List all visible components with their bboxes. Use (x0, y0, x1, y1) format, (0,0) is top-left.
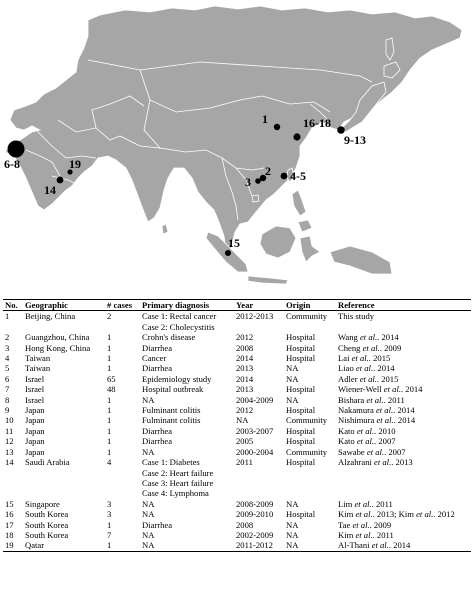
cell-geographic (23, 478, 105, 488)
reference-year: . 2009 (369, 519, 392, 530)
table-row (3, 374, 471, 384)
cell-no: 16 (5, 509, 14, 520)
reference-etal: et al. (351, 353, 369, 364)
cell-year: 2008 (236, 342, 254, 353)
reference-year: . 2011 (371, 498, 393, 509)
cell-diagnosis: Fulminant colitis (142, 415, 201, 426)
cell-cases: 3 (107, 498, 112, 509)
cell-no: 18 (5, 529, 14, 540)
cell-diagnosis: Cancer (142, 353, 167, 364)
cell-diagnosis: Diarrhea (142, 425, 173, 436)
cell-reference (336, 353, 471, 363)
cell-origin: Hospital (286, 436, 316, 447)
cell-cases: 1 (107, 519, 112, 530)
cell-no (3, 478, 23, 488)
cell-reference (336, 436, 471, 446)
reference-year: . 2011 (372, 529, 394, 540)
cell-year: 2009-2010 (236, 509, 274, 520)
cell-no: 17 (5, 519, 14, 530)
cell-origin (284, 488, 336, 498)
marker-dot-3 (255, 178, 261, 184)
marker-label-16-18: 16-18 (303, 116, 331, 130)
cell-year: 2000-2004 (236, 446, 274, 457)
table-row (3, 447, 471, 457)
cell-geographic: South Korea (25, 509, 69, 520)
reference-year: . 2014 (388, 540, 411, 551)
cell-cases: 1 (107, 363, 112, 374)
cell-origin: NA (286, 519, 299, 530)
cell-year: NA (236, 415, 249, 426)
cell-origin: Hospital (286, 457, 316, 468)
cell-diagnosis: NA (142, 509, 155, 520)
cell-geographic: Israel (25, 384, 45, 395)
marker-label-2: 2 (265, 164, 271, 178)
table-row (3, 322, 471, 332)
cell-reference (336, 488, 471, 498)
cell-no: 9 (5, 405, 10, 416)
cell-reference (336, 384, 471, 394)
cell-reference (336, 426, 471, 436)
cell-no: 14 (5, 457, 14, 468)
table-row (3, 415, 471, 425)
reference-etal: et al. (356, 436, 375, 447)
cell-geographic: Saudi Arabia (25, 457, 70, 468)
marker-label-3: 3 (245, 175, 251, 189)
marker-label-4-5: 4-5 (290, 169, 306, 183)
cell-cases (105, 468, 140, 478)
reference-author: Kato (338, 425, 357, 436)
cell-diagnosis: NA (142, 446, 155, 457)
marker-label-15: 15 (228, 236, 240, 250)
cell-cases: 1 (107, 353, 112, 364)
table-row (3, 540, 471, 551)
cell-no: 19 (3, 540, 23, 551)
cell-reference (336, 343, 471, 353)
cell-no (3, 468, 23, 478)
cell-reference (336, 415, 471, 425)
reference-etal: et al. (356, 425, 375, 436)
cell-year: 2008-2009 (236, 498, 274, 509)
reference-author: Liao (338, 363, 356, 374)
reference-year: . 2014 (400, 384, 423, 395)
cell-year: 2014 (236, 353, 254, 364)
reference-year: . 2012 (433, 509, 455, 520)
marker-dot-4-5 (281, 173, 288, 180)
reference-year: . 2014 (393, 415, 416, 426)
reference-year: . 2009 (379, 342, 402, 353)
marker-dot-1 (274, 124, 280, 130)
cell-reference (336, 478, 471, 488)
cell-year: 2012-2013 (236, 311, 274, 322)
cell-diagnosis: NA (142, 498, 155, 509)
new-guinea (330, 246, 392, 274)
cell-reference: This study (338, 311, 375, 322)
marker-label-19: 19 (69, 157, 81, 171)
cell-origin (284, 478, 336, 488)
cell-reference (336, 520, 471, 530)
sri-lanka (162, 224, 168, 234)
cell-geographic: Japan (25, 446, 45, 457)
cell-origin: Community (286, 311, 328, 322)
reference-year: . 2014 (393, 405, 415, 416)
cell-reference (336, 499, 471, 509)
cell-cases: 7 (107, 529, 112, 540)
cell-geographic (23, 488, 105, 498)
cell-origin: Hospital (286, 509, 316, 520)
table-row (3, 332, 471, 342)
reference-author: Al-Thani (338, 540, 372, 551)
cell-diagnosis: Epidemiology study (142, 373, 212, 384)
cell-year: 2005 (236, 436, 254, 447)
reference-etal: et al. (355, 529, 373, 540)
cell-reference (336, 540, 471, 551)
table-row (3, 436, 471, 446)
header-primary-diagnosis: Primary diagnosis (140, 300, 234, 311)
table-row (3, 488, 471, 498)
reference-etal: et al. (355, 363, 374, 374)
cell-reference (336, 332, 471, 342)
table-row (3, 363, 471, 373)
cell-cases: 48 (107, 384, 116, 395)
cell-geographic: Singapore (25, 498, 60, 509)
cell-year: 2008 (236, 519, 254, 530)
reference-etal: et al. (362, 342, 380, 353)
cell-geographic: Japan (25, 436, 45, 447)
table-body (3, 311, 471, 551)
cell-cases (105, 488, 140, 498)
reference-etal: et al. (376, 415, 394, 426)
cell-origin: Hospital (286, 384, 316, 395)
cell-year: 2012 (236, 332, 254, 343)
table-row (3, 311, 471, 322)
cell-diagnosis: Fulminant colitis (142, 405, 201, 416)
cell-diagnosis: NA (142, 529, 155, 540)
reference-etal: et al. (352, 519, 370, 530)
cell-year: 2013 (236, 384, 254, 395)
cell-geographic: Israel (25, 373, 45, 384)
cell-year: 2002-2009 (236, 529, 274, 540)
cell-origin: NA (286, 498, 299, 509)
cell-year (234, 478, 284, 488)
cell-cases: 1 (105, 540, 140, 551)
cell-diagnosis: Case 4: Lymphoma (142, 488, 209, 499)
cell-no: 3 (5, 342, 10, 353)
cell-cases: 1 (107, 415, 112, 426)
cell-cases (105, 478, 140, 488)
reference-author: Tae (338, 519, 353, 530)
cell-geographic: Israel (25, 394, 45, 405)
cell-origin: Hospital (286, 353, 316, 364)
marker-dot-14 (57, 177, 64, 184)
reference-etal: et al. (366, 394, 384, 405)
cell-diagnosis: NA (142, 394, 155, 405)
reference-etal: et al. (383, 384, 401, 395)
marker-dot-15 (225, 250, 231, 256)
cell-reference (336, 457, 471, 467)
reference-year: . 2007 (374, 436, 396, 447)
table-row (3, 457, 471, 467)
philippines (292, 190, 312, 232)
reference-author: Kim (338, 509, 356, 520)
cell-cases: 1 (107, 436, 112, 447)
reference-author: Kato (338, 436, 357, 447)
cell-reference (336, 395, 471, 405)
cell-year: 2011-2012 (234, 540, 284, 551)
cell-year (234, 468, 284, 478)
table-row (3, 509, 471, 519)
reference-author: Lai (338, 353, 352, 364)
cell-geographic (23, 468, 105, 478)
marker-label-14: 14 (44, 183, 56, 197)
cell-reference (336, 322, 471, 332)
cell-diagnosis: Diarrhea (142, 436, 173, 447)
cell-cases: 4 (107, 457, 112, 468)
table-row (3, 343, 471, 353)
java (248, 276, 288, 284)
cell-geographic: Beijing, China (25, 311, 76, 322)
cell-cases: 65 (107, 373, 116, 384)
cell-geographic (23, 322, 105, 332)
cell-diagnosis: Case 1: Rectal cancer (142, 311, 217, 322)
reference-author: Wiener-Well (338, 384, 384, 395)
table-row (3, 499, 471, 509)
reference-author: Kim (398, 509, 417, 520)
reference-author: Lim (338, 498, 355, 509)
reference-year: . 2015 (368, 353, 391, 364)
reference-year: . 2014 (377, 332, 399, 343)
asia-map (0, 0, 474, 296)
cell-origin: NA (286, 529, 299, 540)
cases-table (3, 299, 471, 552)
reference-year: . 2010 (374, 425, 396, 436)
marker-label-9-13: 9-13 (344, 133, 366, 147)
cell-reference (336, 509, 471, 519)
cell-reference (336, 374, 471, 384)
header-reference: Reference (336, 300, 471, 311)
cell-no: 4 (5, 353, 10, 364)
cell-geographic: Japan (25, 415, 45, 426)
cell-geographic: Japan (25, 425, 45, 436)
reference-etal: et al. (416, 509, 434, 520)
cell-diagnosis: NA (140, 540, 234, 551)
cell-no (3, 322, 23, 332)
reference-author: Nishimura (338, 415, 377, 426)
cell-year: 2003-2007 (236, 425, 274, 436)
reference-year: . 2007 (384, 446, 406, 457)
cell-no: 7 (5, 384, 10, 395)
cell-year: 2013 (236, 363, 254, 374)
reference-year: . 2014 (373, 363, 395, 374)
cell-year: 2012 (236, 405, 254, 416)
cell-diagnosis: Case 2: Heart failure (142, 467, 214, 478)
reference-author: Cheng (338, 342, 363, 353)
cell-origin: NA (286, 394, 299, 405)
cell-geographic: South Korea (25, 529, 69, 540)
cell-no: 11 (5, 425, 14, 436)
cell-no: 8 (5, 394, 10, 405)
cell-diagnosis: Diarrhea (142, 342, 173, 353)
table-row (3, 426, 471, 436)
cell-diagnosis: Crohn's disease (142, 332, 196, 343)
cell-origin: Hospital (286, 342, 316, 353)
header-geographic: Geographic (23, 300, 105, 311)
cell-geographic: Hong Kong, China (25, 342, 91, 353)
cell-no: 13 (5, 446, 14, 457)
reference-etal: et al. (359, 332, 378, 343)
cell-cases: 3 (107, 509, 112, 520)
cell-geographic: Guangzhou, China (25, 332, 90, 343)
reference-author: Adler (338, 373, 360, 384)
header-no: No. (3, 300, 23, 311)
cell-origin: NA (286, 373, 299, 384)
marker-label-6-8: 6-8 (4, 157, 20, 171)
cell-origin: Community (286, 446, 328, 457)
cell-origin: Community (286, 415, 328, 426)
cell-no (3, 488, 23, 498)
table-row (3, 384, 471, 394)
table-row (3, 405, 471, 415)
cell-origin: NA (286, 363, 299, 374)
cell-reference (336, 468, 471, 478)
cell-reference (336, 405, 471, 415)
marker-dot-6-8 (8, 141, 25, 158)
cell-cases: 1 (107, 332, 112, 343)
cell-cases (105, 322, 140, 332)
cell-origin: NA (284, 540, 336, 551)
header-year: Year (234, 300, 284, 311)
cell-no: 2 (5, 332, 10, 343)
cell-no: 10 (5, 415, 14, 426)
reference-year: . 2011 (383, 394, 405, 405)
reference-year: . 2013; (372, 509, 399, 520)
table-row (3, 520, 471, 530)
cell-origin: Hospital (286, 332, 316, 343)
reference-author: Bishara (338, 394, 367, 405)
cell-cases: 1 (107, 405, 112, 416)
cell-reference (336, 363, 471, 373)
cell-diagnosis: Diarrhea (142, 363, 173, 374)
reference-etal: et al. (359, 373, 377, 384)
cell-cases: 1 (107, 342, 112, 353)
reference-author: Wang (338, 332, 360, 343)
reference-etal: et al. (354, 498, 372, 509)
cell-origin: Hospital (286, 405, 316, 416)
cell-diagnosis: Case 3: Heart failure (142, 477, 214, 488)
header-origin: Origin (284, 300, 336, 311)
cell-diagnosis: Hospital outbreak (142, 384, 204, 395)
cell-diagnosis: Case 1: Diabetes (142, 457, 200, 468)
cell-diagnosis: Diarrhea (142, 519, 173, 530)
cell-origin (284, 322, 336, 332)
marker-label-1: 1 (262, 112, 268, 126)
cell-no: 15 (5, 498, 14, 509)
table-row (3, 468, 471, 478)
cell-origin: Hospital (286, 425, 316, 436)
cell-geographic: South Korea (25, 519, 69, 530)
cell-cases: 1 (107, 425, 112, 436)
reference-year: . 2013 (391, 457, 413, 468)
reference-etal: et al. (371, 540, 389, 551)
table-row (3, 353, 471, 363)
cell-geographic: Japan (25, 405, 45, 416)
cell-geographic: Qatar (23, 540, 105, 551)
reference-etal: et al. (375, 405, 394, 416)
cell-year (234, 488, 284, 498)
cell-geographic: Taiwan (25, 363, 51, 374)
cell-cases: 2 (107, 311, 112, 322)
reference-year: . 2015 (376, 373, 399, 384)
marker-dot-16-18 (293, 133, 300, 140)
cell-reference (336, 530, 471, 540)
reference-etal: et al. (355, 509, 373, 520)
hainan (252, 195, 259, 202)
reference-author: Kim (338, 529, 356, 540)
reference-etal: et al. (366, 446, 385, 457)
table-row (3, 530, 471, 540)
cell-no: 5 (5, 363, 10, 374)
asia-mainland (10, 6, 462, 254)
reference-etal: et al. (374, 457, 392, 468)
table-row (3, 478, 471, 488)
cell-year: 2004-2009 (236, 394, 274, 405)
cell-reference (336, 447, 471, 457)
reference-author: Sawabe (338, 446, 367, 457)
cell-no: 1 (5, 311, 10, 322)
cases-table-container (3, 299, 471, 552)
cell-origin (284, 468, 336, 478)
cell-year: 2011 (236, 457, 253, 468)
cell-no: 12 (5, 436, 14, 447)
cell-year: 2014 (236, 373, 254, 384)
borneo (260, 226, 296, 258)
cell-year (234, 322, 284, 332)
reference-author: Alzahrani (338, 457, 375, 468)
cell-diagnosis: Case 2: Cholecystitis (142, 321, 215, 332)
cell-no: 6 (5, 373, 10, 384)
cell-geographic: Taiwan (25, 353, 51, 364)
cell-cases: 1 (107, 394, 112, 405)
header-cases: # cases (105, 300, 140, 311)
cell-cases: 1 (107, 446, 112, 457)
table-header (3, 300, 471, 311)
reference-author: Nakamura (338, 405, 376, 416)
table-row (3, 395, 471, 405)
sulawesi (300, 236, 320, 262)
